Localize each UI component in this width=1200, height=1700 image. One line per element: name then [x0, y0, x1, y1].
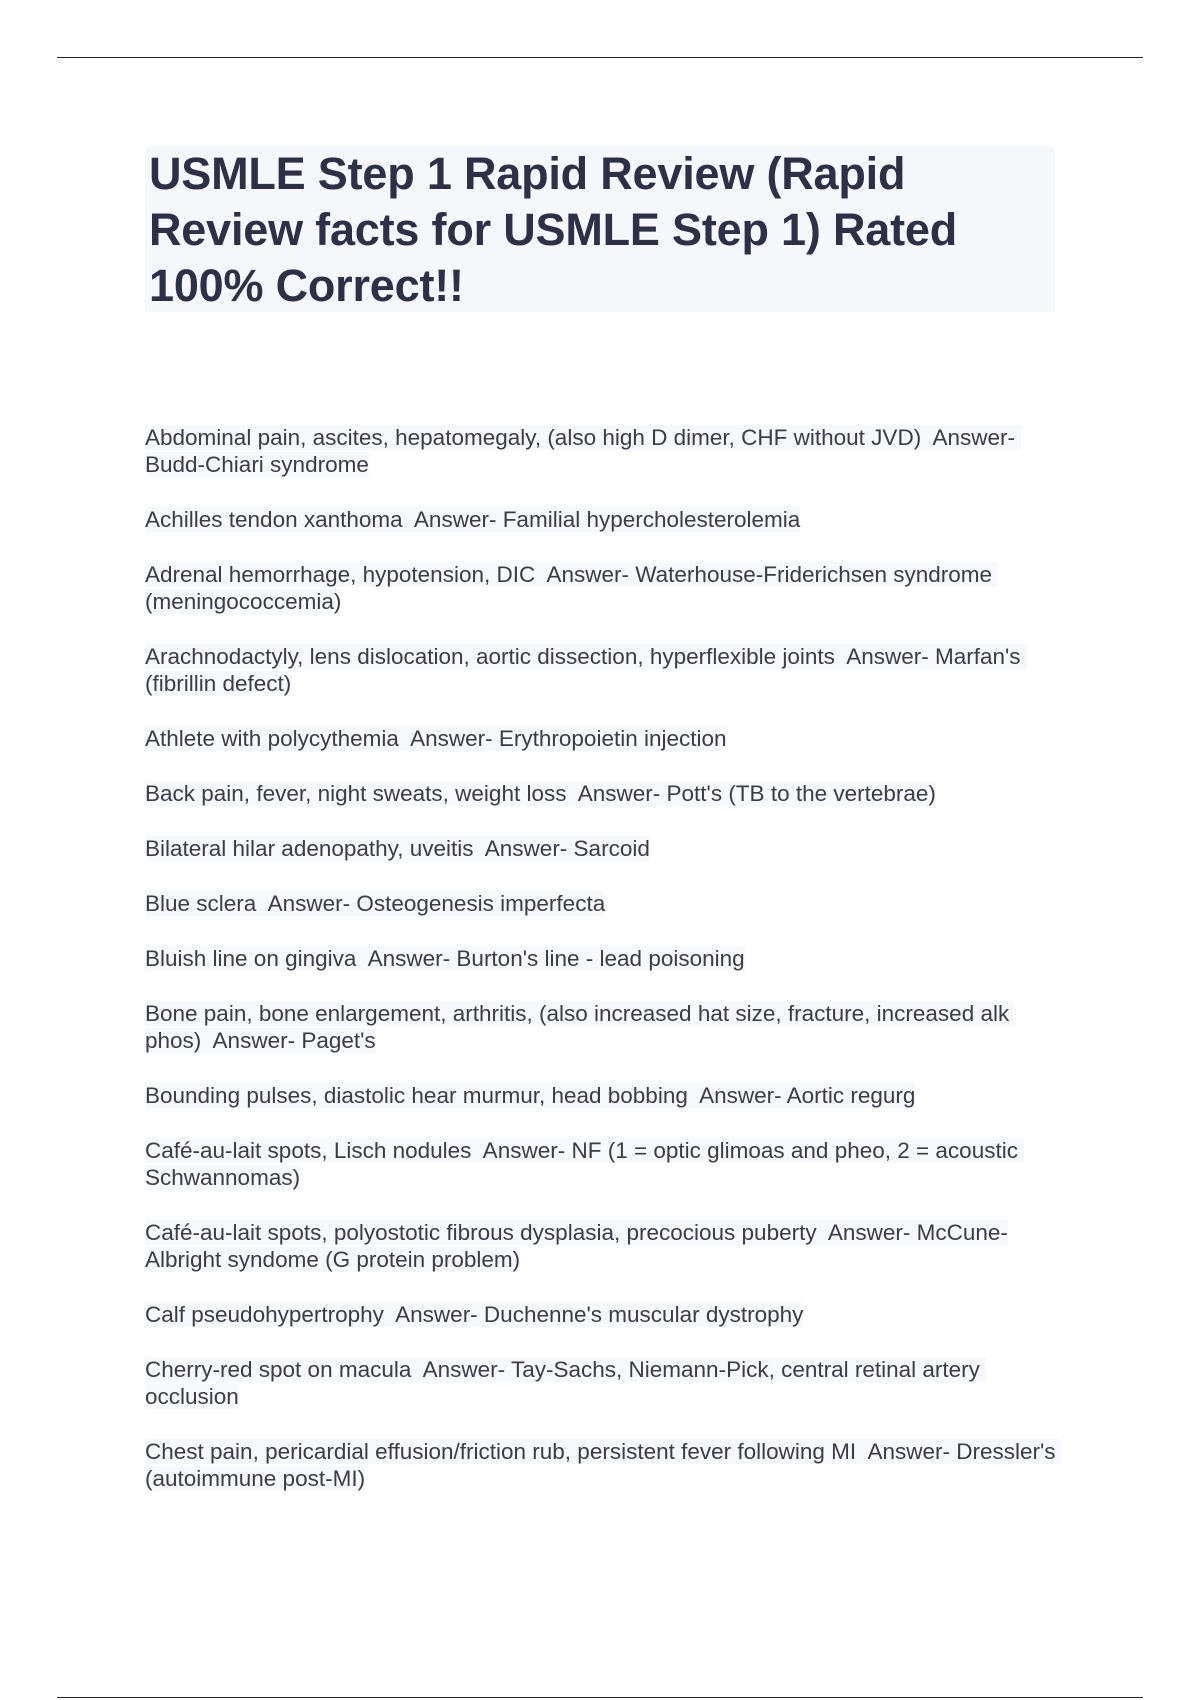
- bottom-divider: [57, 1697, 1143, 1698]
- qa-item: [145, 780, 1065, 807]
- qa-text: Blue sclera Answer- Osteogenesis imperfecta: [145, 891, 606, 916]
- qa-item: [145, 1219, 1065, 1273]
- qa-item: [145, 835, 1065, 862]
- qa-item: [145, 1082, 1065, 1109]
- qa-item: [145, 1137, 1065, 1191]
- qa-text: Back pain, fever, night sweats, weight loss Answer- Pott's (TB to the vertebrae): [145, 781, 936, 806]
- document-title: USMLE Step 1 Rapid Review (Rapid Review facts for USMLE Step 1) Rated 100% Correct!!: [149, 148, 957, 311]
- qa-item: [145, 1301, 1065, 1328]
- qa-text: Chest pain, pericardial effusion/friction rub, persistent fever following MI Answer- Dressler's (autoimmune post-MI): [145, 1439, 1062, 1491]
- qa-text: Achilles tendon xanthoma Answer- Familial hypercholesterolemia: [145, 507, 801, 532]
- qa-text: Bilateral hilar adenopathy, uveitis Answer- Sarcoid: [145, 836, 650, 861]
- qa-list: [145, 424, 1065, 1520]
- qa-item: [145, 643, 1065, 697]
- qa-item: [145, 890, 1065, 917]
- title-block: [145, 146, 1055, 312]
- top-divider: [57, 57, 1143, 58]
- qa-text: Cherry-red spot on macula Answer- Tay-Sachs, Niemann-Pick, central retinal artery occlusion: [145, 1357, 987, 1409]
- qa-item: [145, 506, 1065, 533]
- qa-text: Bounding pulses, diastolic hear murmur, head bobbing Answer- Aortic regurg: [145, 1083, 916, 1108]
- qa-item: [145, 945, 1065, 972]
- qa-text: Café-au-lait spots, polyostotic fibrous dysplasia, precocious puberty Answer- McCune-Albright syndome (G protein problem): [145, 1220, 1008, 1272]
- qa-text: Calf pseudohypertrophy Answer- Duchenne's muscular dystrophy: [145, 1302, 804, 1327]
- qa-item: [145, 424, 1065, 478]
- qa-text: Arachnodactyly, lens dislocation, aortic dissection, hyperflexible joints Answer- Marfan's (fibrillin defect): [145, 644, 1027, 696]
- qa-text: Bluish line on gingiva Answer- Burton's line - lead poisoning: [145, 946, 745, 971]
- qa-item: [145, 725, 1065, 752]
- qa-text: Adrenal hemorrhage, hypotension, DIC Answer- Waterhouse-Friderichsen syndrome (meningococcemia): [145, 562, 999, 614]
- qa-text: Abdominal pain, ascites, hepatomegaly, (also high D dimer, CHF without JVD) Answer- Budd-Chiari syndrome: [145, 425, 1022, 477]
- qa-item: [145, 561, 1065, 615]
- qa-text: Bone pain, bone enlargement, arthritis, (also increased hat size, fracture, increased alk phos) Answer- Paget's: [145, 1001, 1016, 1053]
- qa-text: Athlete with polycythemia Answer- Erythropoietin injection: [145, 726, 727, 751]
- qa-item: [145, 1000, 1065, 1054]
- qa-item: [145, 1438, 1065, 1492]
- qa-item: [145, 1356, 1065, 1410]
- qa-text: Café-au-lait spots, Lisch nodules Answer- NF (1 = optic glimoas and pheo, 2 = acoustic Schwannomas): [145, 1138, 1025, 1190]
